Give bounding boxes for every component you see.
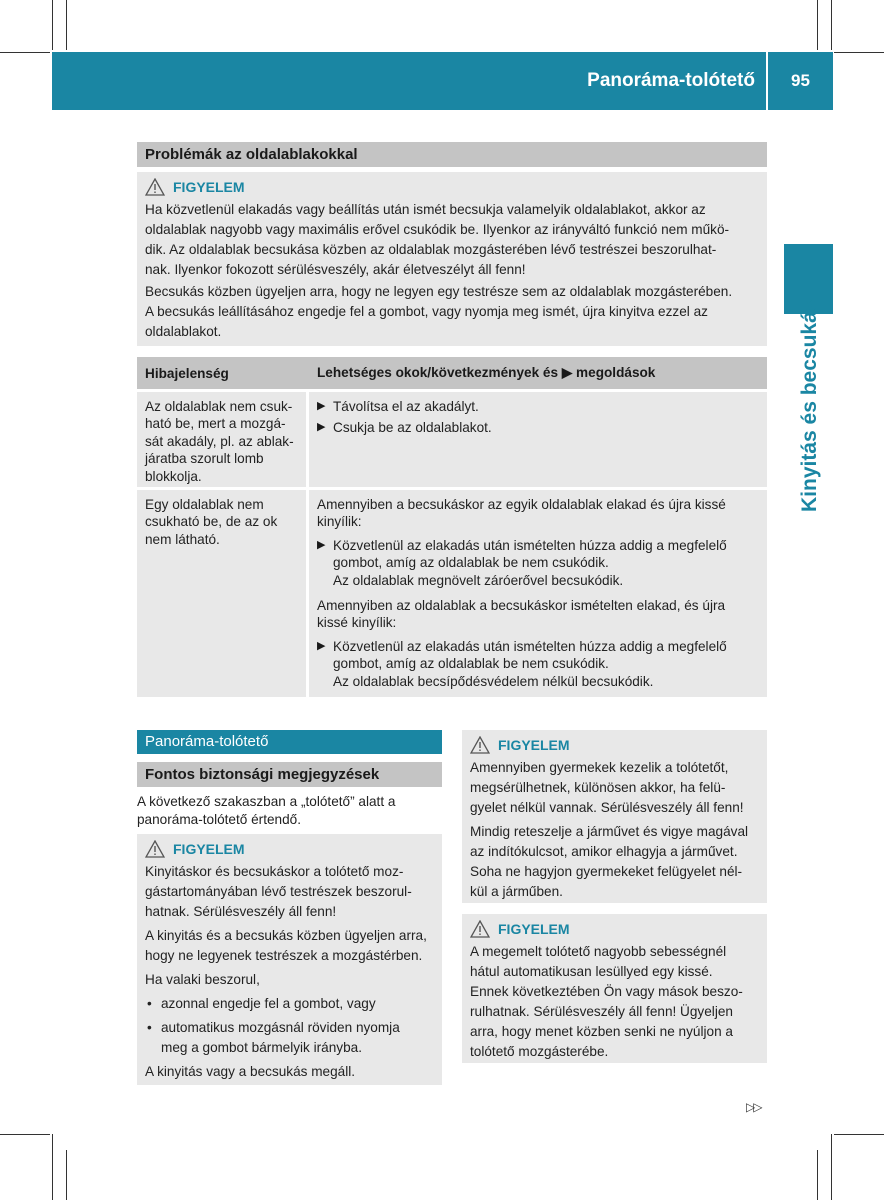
warning-triangle-icon: [145, 840, 165, 858]
table-header-cell: Hibajelenség: [145, 365, 229, 381]
list-item: [145, 994, 434, 1014]
crop-mark: [0, 1134, 50, 1135]
table-cell-solution: [309, 392, 767, 487]
table-header-cell: [309, 365, 767, 381]
warning-paragraph: A megemelt tolótető nagyobb sebességnél hátul automatikusan lesüllyed egy kissé. Ennek következtében Ön vagy mások beszo- rulhatnak. Sérülésveszély áll fenn! Ügyeljen arra, hogy menet közben senki ne nyúljon a tolótető mozgásterébe.: [470, 944, 743, 1059]
warning-triangle-icon: [470, 736, 490, 754]
troubleshooting-table: [137, 357, 767, 697]
warning-box: [462, 914, 767, 1063]
crop-mark: [831, 1134, 832, 1200]
table-row: [137, 392, 767, 487]
list-item: [145, 1018, 434, 1058]
list-item-text: automatikus mozgásnál röviden nyomja meg a gombot bármelyik irányba.: [161, 1020, 400, 1055]
warning-paragraph: A kinyitás vagy a becsukás megáll.: [145, 1064, 356, 1079]
chapter-tab-label: Kinyitás és becsukás: [798, 299, 821, 512]
list-item-text: azonnal engedje fel a gombot, vagy: [161, 996, 376, 1011]
bullet-icon: •: [147, 996, 152, 1011]
warning-paragraph: [145, 200, 759, 280]
bullet-icon: •: [147, 1020, 152, 1035]
warning-title: [470, 918, 759, 940]
table-row: [137, 490, 767, 697]
crop-mark: [831, 0, 832, 50]
triangle-right-icon: ▶: [317, 639, 326, 652]
list-item-text: Csukja be az oldalablakot.: [333, 420, 492, 436]
crop-mark: [66, 0, 67, 50]
warning-line: oldalablak nagyobb vagy maximális erővel csukódik be. Ilyenkor az irányváltó funkció nem műkö-: [145, 222, 730, 237]
crop-mark: [834, 52, 884, 53]
warning-title-text: FIGYELEM: [173, 841, 245, 857]
section-heading-text: Panoráma-tolótető: [145, 733, 269, 750]
triangle-right-icon: ▶: [317, 421, 326, 434]
warning-line: A becsukás leállításához engedje fel a gombot, vagy nyomja meg ismét, újra kinyitva ezzel az: [145, 304, 708, 319]
triangle-right-icon: ▶: [317, 400, 326, 412]
warning-title-text: FIGYELEM: [173, 179, 245, 195]
table-header-text: Lehetséges okok/következmények és ▶ megoldások: [317, 365, 656, 380]
crop-mark: [817, 1150, 818, 1200]
warning-box: [462, 730, 767, 903]
subsection-heading-text: Fontos biztonsági megjegyzések: [145, 766, 380, 783]
list-item: [317, 398, 759, 415]
section-heading: [137, 142, 767, 167]
list-item: [317, 419, 759, 436]
table-header-row: [137, 357, 767, 389]
warning-paragraph: Amennyiben gyermekek kezelik a tolótetőt, megsérülhetnek, különösen akkor, ha felü- gyelet nélkül vannak. Sérülésveszély áll fenn!: [470, 760, 744, 815]
warning-paragraph: Kinyitáskor és becsukáskor a tolótető moz- gástartományában lévő testrészek beszorul- hatnak. Sérülésveszély áll fenn!: [145, 864, 412, 919]
warning-paragraph: A kinyitás és a becsukás közben ügyeljen arra, hogy ne legyenek testrészek a mozgástérben.: [145, 928, 427, 963]
warning-line: Ha közvetlenül elakadás vagy beállítás után ismét becsukja valamelyik oldalablakot, akkor az: [145, 202, 706, 217]
paragraph: Amennyiben az oldalablak a becsukáskor ismételten elakad, és újra kissé kinyílik:: [317, 598, 726, 631]
warning-paragraph: Mindig reteszelje a járművet és vigye magával az indítókulcsot, amikor elhagyja a járművet. Soha ne hagyjon gyermekeket felügyelet nél- kül a járműben.: [470, 824, 749, 899]
warning-title: [470, 734, 759, 756]
table-cell-problem: Az oldalablak nem csuk- ható be, mert a mozgá- sát akadály, pl. az ablak- járatba szorult lomb blokkolja.: [137, 392, 309, 487]
table-cell-solution: [309, 490, 767, 697]
crop-mark: [834, 1134, 884, 1135]
list-item: [317, 537, 759, 589]
warning-triangle-icon: [470, 920, 490, 938]
section-heading-text: Problémák az oldalablakokkal: [145, 146, 358, 163]
next-page-indicator: ▷▷: [746, 1100, 761, 1114]
page-number: 95: [791, 71, 810, 90]
list-item-text: Közvetlenül az elakadás után ismételten húzza addig a megfelelő gombot, amíg az oldalablak be nem csukódik. Az oldalablak megnövelt záróerővel becsukódik.: [333, 537, 727, 588]
list-item: [317, 638, 759, 690]
list-item-text: Távolítsa el az akadályt.: [333, 399, 479, 414]
warning-title: [145, 838, 434, 860]
warning-paragraph: Ha valaki beszorul,: [145, 972, 260, 987]
warning-title: [145, 176, 759, 198]
warning-line: dik. Az oldalablak becsukása közben az oldalablak mozgásterében lévő testrészei beszorulhat-: [145, 242, 717, 257]
warning-line: nak. Ilyenkor fokozott sérülésveszély, akár életveszélyt áll fenn!: [145, 262, 526, 277]
crop-mark: [52, 1134, 53, 1200]
section-heading: [137, 730, 442, 754]
triangle-right-icon: ▶: [317, 538, 326, 551]
warning-box: [137, 834, 442, 1085]
warning-title-text: FIGYELEM: [498, 921, 570, 937]
warning-paragraph: [145, 282, 759, 342]
warning-title-text: FIGYELEM: [498, 737, 570, 753]
crop-mark: [52, 0, 53, 50]
crop-mark: [817, 0, 818, 50]
warning-line: Becsukás közben ügyeljen arra, hogy ne legyen egy testrésze sem az oldalablak mozgásterében.: [145, 284, 733, 299]
crop-mark: [66, 1150, 67, 1200]
subsection-heading: [137, 762, 442, 787]
table-cell-problem: Egy oldalablak nem csukható be, de az ok nem látható.: [137, 490, 309, 697]
intro-paragraph: A következő szakaszban a „tolótető” alatt a panoráma-tolótető értendő.: [137, 794, 396, 827]
page-title: Panoráma-tolótető: [587, 70, 755, 91]
warning-box: [137, 172, 767, 346]
paragraph: Amennyiben a becsukáskor az egyik oldalablak elakad és újra kissé kinyílik:: [317, 497, 726, 530]
crop-mark: [0, 52, 50, 53]
warning-line: oldalablakot.: [145, 324, 222, 339]
list-item-text: Közvetlenül az elakadás után ismételten húzza addig a megfelelő gombot, amíg az oldalablak be nem csukódik. Az oldalablak becsípődésvédelem nélkül becsukódik.: [333, 638, 727, 689]
warning-triangle-icon: [145, 178, 165, 196]
